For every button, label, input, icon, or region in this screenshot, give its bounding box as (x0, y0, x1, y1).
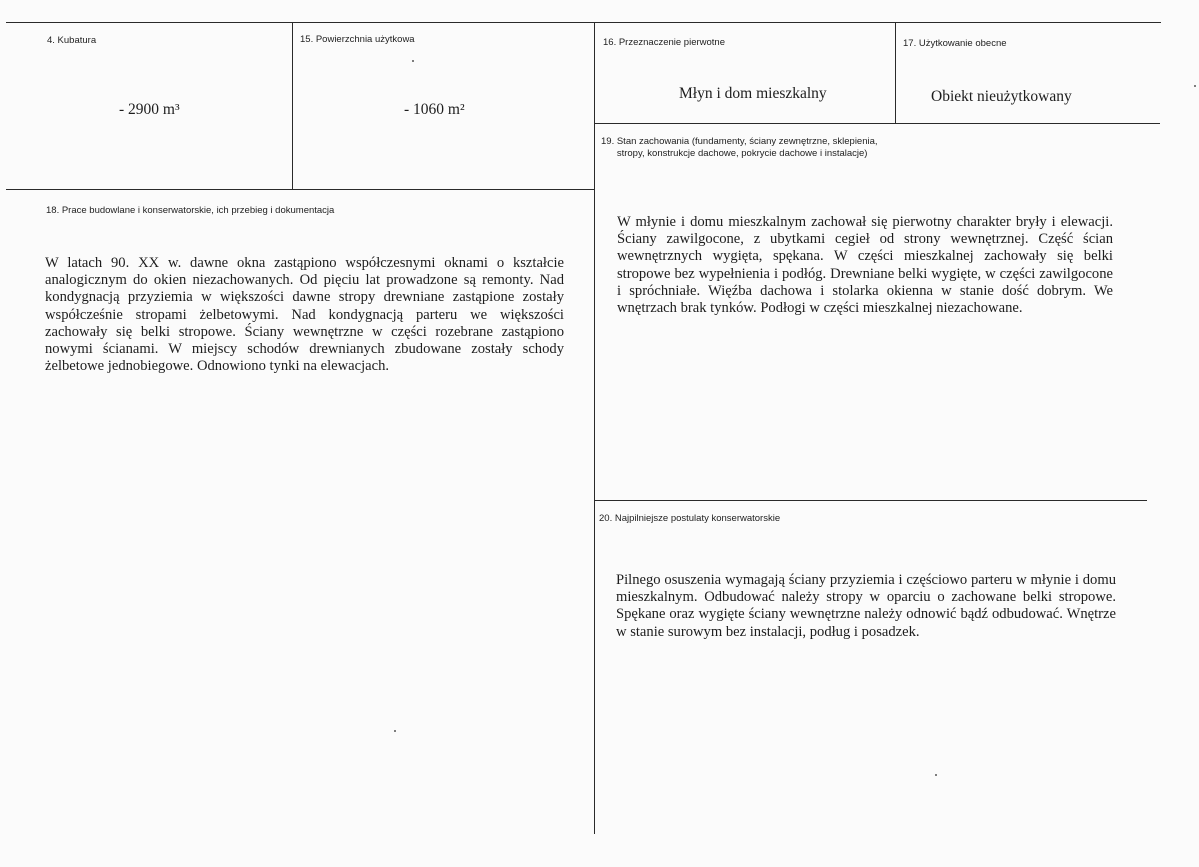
scan-speck (935, 774, 937, 776)
top-border-line (6, 22, 1161, 23)
stan-text: W młynie i domu mieszkalnym zachował się pierwotny charakter bryły i elewacji. Ściany zawilgocone, z ubytkami cegieł od strony wewnętrznej. Część ścian wewnętrznych wygięta, spękana. W części mieszkalnej zachowały się belki stropowe bez wypełnienia i podłóg. Drewniane belki wygięte, w części zawilgocone i spróchniałe. Więźba dachowa i stolarka okienna w stanie dość dobrym. We wnętrzach brak tynków. Podłogi w części mieszkalnej niezachowane. (617, 214, 1113, 317)
powierzchnia-label: 15. Powierzchnia użytkowa (300, 34, 415, 45)
przeznaczenie-value: Młyn i dom mieszkalny (679, 85, 827, 102)
stan-label: 19. Stan zachowania (fundamenty, ściany zewnętrzne, sklepienia, stropy, konstrukcje dachowe, pokrycie dachowe i instalacje) (601, 136, 878, 159)
postulaty-label: 20. Najpilniejsze postulaty konserwatorskie (599, 513, 781, 524)
divider-4-15 (292, 22, 293, 189)
postulaty-text: Pilnego osuszenia wymagają ściany przyziemia i częściowo parteru w młynie i domu mieszkalnym. Odbudować należy stropy w oparciu o zachowane belki stropowe. Spękane oraz wygięte ściany wewnętrzne należy odnowić bądź odbudować. Wnętrze w stanie surowym bez instalacji, podług i posadzek. (616, 572, 1116, 640)
prace-text: W latach 90. XX w. dawne okna zastąpiono współczesnymi oknami o kształcie analogicznym do okien niezachowanych. Od pięciu lat prowadzone są remonty. Nad kondygnacją przyziemia w większości dawne stropy drewniane zastąpione zostały współcześnie stropami żelbetowymi. Nad kondygnacją parteru we większości zachowały się belki stropowe. Ściany wewnętrzne w części rozebrane zastąpiono nowymi ścianami. W miejscy schodów drewnianych zbudowane zostały schody żelbetowe jednobiegowe. Odnowiono tynki na elewacjach. (45, 255, 564, 375)
scan-speck (394, 730, 396, 732)
powierzchnia-value: - 1060 m² (404, 101, 465, 118)
divider-15-16 (594, 22, 595, 834)
kubatura-label: 4. Kubatura (47, 35, 97, 46)
scan-speck (1194, 85, 1196, 87)
uzytkowanie-label: 17. Użytkowanie obecne (903, 38, 1007, 49)
divider-under-4-15 (6, 189, 594, 190)
divider-under-16-17 (594, 123, 1160, 124)
divider-above-20 (594, 500, 1147, 501)
uzytkowanie-value: Obiekt nieużytkowany (931, 88, 1072, 105)
divider-16-17 (895, 22, 896, 123)
prace-label: 18. Prace budowlane i konserwatorskie, ich przebieg i dokumentacja (46, 205, 335, 216)
przeznaczenie-label: 16. Przeznaczenie pierwotne (603, 37, 725, 48)
kubatura-value: - 2900 m³ (119, 101, 180, 118)
scan-speck (412, 60, 414, 62)
